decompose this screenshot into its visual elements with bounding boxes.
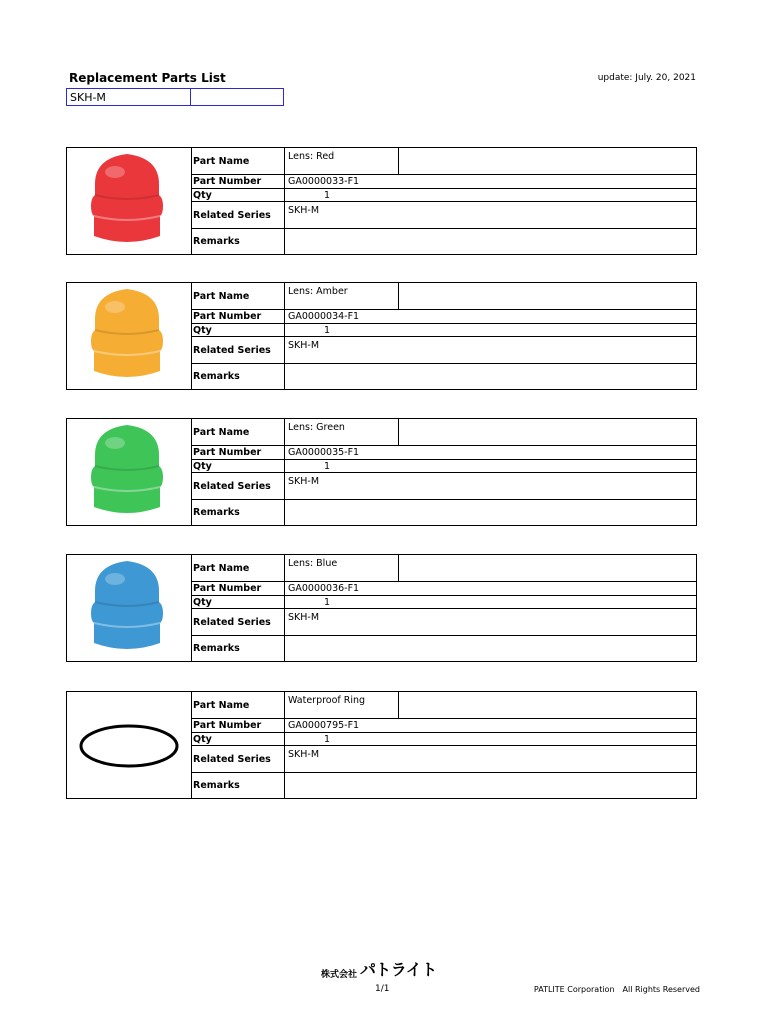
part-name-extra-cell [398,419,696,445]
part-name-row [191,555,696,582]
part-number-label: Part Number [191,175,285,188]
qty-row [191,596,696,609]
part-name-extra-cell [398,555,696,581]
part-name-label: Part Name [191,692,285,718]
related-series-label: Related Series [191,746,285,772]
part-name-value: Lens: Amber [288,286,348,297]
blue-lens-image [67,555,192,661]
related-series-label: Related Series [191,473,285,499]
remarks-value [286,364,696,389]
part-number-row [191,719,696,733]
part-number-row [191,175,696,189]
part-number-value: GA0000034-F1 [288,311,360,322]
qty-row [191,460,696,473]
part-name-extra-cell [398,692,696,718]
company-logo [321,957,437,980]
qty-value: 1 [324,324,331,336]
related-series-value: SKH-M [288,476,320,487]
part-card [66,554,697,662]
qty-label: Qty [191,460,285,472]
part-number-row [191,446,696,460]
part-name-row [191,419,696,446]
part-name-label: Part Name [191,283,285,309]
part-number-value: GA0000036-F1 [288,583,360,594]
part-number-value: GA0000035-F1 [288,447,360,458]
remarks-label: Remarks [191,229,285,254]
part-name-extra-cell [398,283,696,309]
part-number-label: Part Number [191,446,285,459]
part-card [66,418,697,526]
part-number-row [191,582,696,596]
remarks-label: Remarks [191,500,285,525]
remarks-value [286,636,696,661]
qty-label: Qty [191,324,285,336]
part-name-value: Lens: Blue [288,558,338,569]
related-series-row [191,202,696,229]
remarks-row [191,364,696,389]
copyright: PATLITE Corporation All Rights Reserved [533,985,700,994]
remarks-value [286,229,696,254]
remarks-value [286,500,696,525]
part-name-value: Waterproof Ring [288,695,366,706]
document-title: Replacement Parts List [69,71,226,85]
qty-value: 1 [324,733,331,745]
company-brand: パトライト [360,960,437,979]
remarks-label: Remarks [191,636,285,661]
remarks-value [286,773,696,798]
part-number-value: GA0000795-F1 [288,720,360,731]
qty-label: Qty [191,189,285,201]
remarks-row [191,500,696,525]
remarks-row [191,229,696,254]
part-name-row [191,148,696,175]
qty-value: 1 [324,189,331,201]
remarks-label: Remarks [191,773,285,798]
part-number-label: Part Number [191,719,285,732]
red-lens-image [67,148,192,254]
qty-value: 1 [324,460,331,472]
part-number-label: Part Number [191,310,285,323]
related-series-row [191,746,696,773]
related-series-label: Related Series [191,609,285,635]
part-card [66,147,697,255]
qty-row [191,189,696,202]
part-name-row [191,283,696,310]
related-series-row [191,337,696,364]
part-card [66,691,697,799]
related-series-value: SKH-M [288,612,320,623]
part-card [66,282,697,390]
part-name-label: Part Name [191,555,285,581]
related-series-value: SKH-M [288,205,320,216]
company-prefix: 株式会社 [321,970,358,980]
qty-value: 1 [324,596,331,608]
related-series-row [191,473,696,500]
green-lens-image [67,419,192,525]
remarks-label: Remarks [191,364,285,389]
series-box [66,88,284,106]
waterproof-ring-image [67,692,192,798]
related-series-row [191,609,696,636]
part-name-extra-cell [398,148,696,174]
part-name-value: Lens: Red [288,151,335,162]
part-name-label: Part Name [191,148,285,174]
related-series-value: SKH-M [288,340,320,351]
related-series-label: Related Series [191,337,285,363]
part-number-value: GA0000033-F1 [288,176,360,187]
related-series-value: SKH-M [288,749,320,760]
qty-row [191,324,696,337]
remarks-row [191,636,696,661]
qty-label: Qty [191,596,285,608]
part-number-label: Part Number [191,582,285,595]
part-name-value: Lens: Green [288,422,345,433]
series-blank-cell [191,89,283,105]
qty-row [191,733,696,746]
qty-label: Qty [191,733,285,745]
page-number: 1/1 [375,984,390,994]
part-name-row [191,692,696,719]
update-date: update: July. 20, 2021 [597,73,696,83]
part-number-row [191,310,696,324]
amber-lens-image [67,283,192,389]
series-name: SKH-M [67,89,191,105]
part-name-label: Part Name [191,419,285,445]
related-series-label: Related Series [191,202,285,228]
remarks-row [191,773,696,798]
